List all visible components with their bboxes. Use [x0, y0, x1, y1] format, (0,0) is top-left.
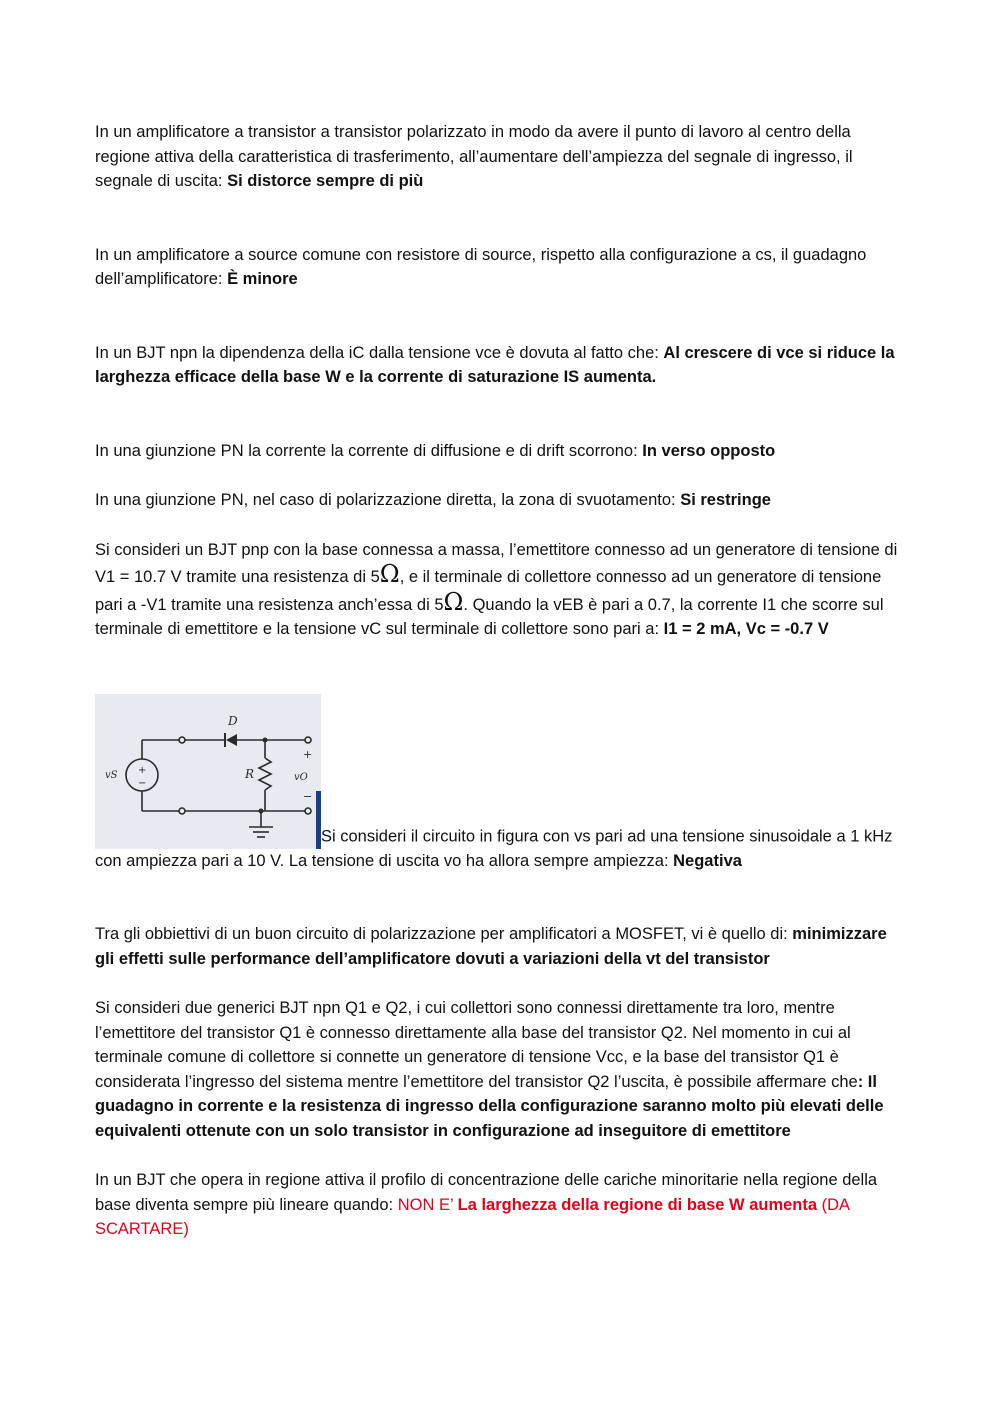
question-10	[95, 1168, 907, 1242]
answer: Si distorce sempre di più	[227, 172, 424, 190]
question-2	[95, 243, 907, 292]
source-plus-label: +	[138, 764, 147, 776]
figure-edge	[316, 791, 321, 849]
question-text: In un BJT npn la dipendenza della iC dalla tensione vce è dovuta al fatto che:	[95, 343, 664, 362]
omega-symbol: Ω	[443, 587, 464, 616]
source-label: vS	[105, 769, 118, 781]
answer: I1 = 2 mA, Vc = -0.7 V	[663, 620, 829, 638]
answer: minimizzare gli effetti sulle performance dell’amplificatore dovuti a variazioni della vt del transistor	[95, 925, 887, 968]
question-text: . Quando la vEB è pari a 0.7, la corrente I1 che scorre sul terminale di emettitore e la tensione vC sul terminale di collettore sono pari a:	[95, 595, 884, 638]
question-4	[95, 439, 907, 464]
circuit-figure	[95, 694, 321, 849]
answer-note-prefix: NON E’	[397, 1195, 458, 1214]
question-6	[95, 538, 907, 642]
question-text: In una giunzione PN, nel caso di polarizzazione diretta, la zona di svuotamento:	[95, 491, 681, 509]
question-5	[95, 488, 907, 513]
question-text: In un BJT che opera in regione attiva il profilo di concentrazione delle cariche minoritarie nella regione della base diventa sempre più lineare quando:	[95, 1171, 878, 1214]
question-3	[95, 341, 907, 390]
answer: Negativa	[673, 851, 742, 870]
answer: In verso opposto	[642, 441, 776, 460]
question-9	[95, 996, 907, 1143]
document-page	[95, 120, 907, 1291]
question-text: In una giunzione PN la corrente la corrente di diffusione e di drift scorrono:	[95, 441, 643, 460]
answer: Al crescere di vce si riduce la larghezza efficace della base W e la corrente di saturazione IS aumenta.	[95, 343, 895, 386]
output-label: vO	[294, 771, 308, 783]
answer: La larghezza della regione di base W aumenta	[457, 1195, 818, 1214]
question-text: Si consideri due generici BJT npn Q1 e Q2, i cui collettori sono connessi direttamente tra loro, mentre l’emettitore del transistor Q1 è connesso direttamente alla base del transistor Q2. Nel momento in cui al terminale comune di collettore si connette un generatore di tensione Vcc, e la base del transistor Q1 è considerata l’ingresso del sistema mentre l’emettitore del transistor Q2 l’uscita, è possibile affermare che	[95, 999, 858, 1091]
question-8	[95, 922, 907, 971]
question-1	[95, 120, 907, 194]
answer: : Il guadagno in corrente e la resistenza di ingresso della configurazione saranno molto più elevati delle equivalenti ottenute con un solo transistor in configurazione ad inseguitore di emettitore	[95, 1072, 884, 1140]
question-text: In un amplificatore a source comune con resistore di source, rispetto alla configurazione a cs, il guadagno dell’amplificatore:	[95, 245, 867, 288]
resistor-label: R	[245, 766, 255, 781]
output-plus-label: +	[303, 747, 313, 761]
diode-label: D	[228, 713, 238, 728]
question-text: , e il terminale di collettore connesso ad un generatore di tensione pari a -V1 tramite una resistenza anch’essa di 5	[95, 568, 882, 614]
question-text: Tra gli obbiettivi di un buon circuito di polarizzazione per amplificatori a MOSFET, vi è quello di:	[95, 925, 793, 943]
question-text: Si consideri un BJT pnp con la base connessa a massa, l’emettitore connesso ad un generatore di tensione di V1 = 10.7 V tramite una resistenza di 5	[95, 540, 898, 586]
answer: Si restringe	[680, 491, 771, 509]
answer-note-suffix: (DA SCARTARE)	[95, 1195, 850, 1238]
question-text: Si consideri il circuito in figura con vs pari ad una tensione sinusoidale a 1 kHz con ampiezza pari a 10 V. La tensione di uscita vo ha allora sempre ampiezza:	[95, 827, 893, 870]
omega-symbol: Ω	[379, 560, 400, 588]
output-minus-label: −	[303, 789, 313, 803]
question-7	[95, 694, 907, 874]
source-minus-label: −	[138, 777, 147, 789]
circuit-diagram	[95, 694, 321, 849]
answer: È minore	[227, 270, 298, 288]
question-text: In un amplificatore a transistor a transistor polarizzato in modo da avere il punto di lavoro al centro della regione attiva della caratteristica di trasferimento, all’aumentare dell’ampiezza del segnale di ingresso, il segnale di uscita:	[95, 123, 853, 190]
